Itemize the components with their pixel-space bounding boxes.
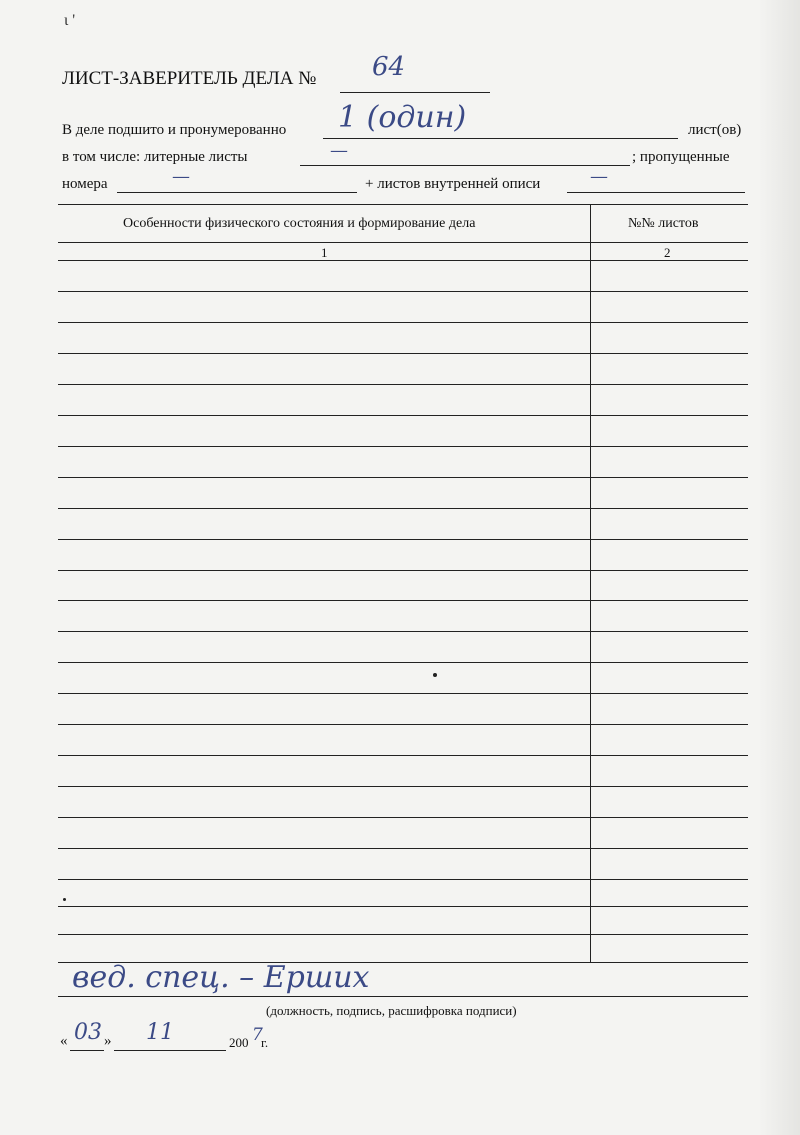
table-row xyxy=(58,693,748,694)
inventory-dash: — xyxy=(590,166,608,187)
signature-caption: (должность, подпись, расшифровка подписи) xyxy=(266,1003,517,1018)
table-row xyxy=(58,817,748,818)
table-row xyxy=(58,539,748,540)
inventory-label: + листов внутренней описи xyxy=(365,176,541,192)
table-row xyxy=(58,508,748,509)
col1-number: 1 xyxy=(321,245,328,260)
pages-count-underline xyxy=(323,138,678,139)
date-day: 03 xyxy=(74,1020,102,1045)
case-number-underline xyxy=(340,92,490,93)
table-row xyxy=(58,631,748,632)
pages-count-label: В деле подшито и пронумерованно xyxy=(62,122,287,138)
scan-edge-shadow xyxy=(758,0,800,1135)
table-row xyxy=(58,755,748,756)
day-underline xyxy=(70,1050,104,1051)
table-row xyxy=(58,848,748,849)
litera-sheets-label: в том числе: литерные листы xyxy=(62,149,248,165)
ink-speck xyxy=(433,673,437,677)
case-number: 64 xyxy=(372,52,406,82)
table-row xyxy=(58,291,748,292)
date-quote-open: « xyxy=(60,1033,68,1049)
table-row xyxy=(58,322,748,323)
numbers-underline xyxy=(117,192,357,193)
table-row xyxy=(58,934,748,935)
col1-header: Особенности физического состояния и формирование дела xyxy=(123,216,476,231)
table-row xyxy=(58,570,748,571)
table-row xyxy=(58,724,748,725)
form-title: ЛИСТ-ЗАВЕРИТЕЛЬ ДЕЛА № xyxy=(62,68,317,89)
skipped-label: ; пропущенные xyxy=(632,149,730,165)
table-row xyxy=(58,906,748,907)
litera-sheets-underline xyxy=(300,165,630,166)
table-row xyxy=(58,384,748,385)
corner-mark: ι ' xyxy=(64,12,76,29)
table-row xyxy=(58,415,748,416)
table-row xyxy=(58,600,748,601)
table-row xyxy=(58,662,748,663)
signature-line xyxy=(58,996,748,997)
table-row xyxy=(58,353,748,354)
numbers-label: номера xyxy=(62,176,108,192)
inventory-underline xyxy=(567,192,745,193)
col2-number: 2 xyxy=(664,245,671,260)
litera-sheets-dash: — xyxy=(330,140,348,161)
table-row xyxy=(58,786,748,787)
date-year-prefix: 200 xyxy=(229,1035,249,1050)
date-year-suffix: г. xyxy=(261,1035,269,1050)
table-top-border xyxy=(58,204,748,205)
date-quote-close: » xyxy=(104,1033,112,1049)
table-row xyxy=(58,260,748,261)
signature-handwritten: вед. спец. – Ерших xyxy=(72,960,370,995)
numbers-dash: — xyxy=(172,166,190,187)
table-row xyxy=(58,879,748,880)
date-month: 11 xyxy=(146,1020,174,1045)
table-row xyxy=(58,477,748,478)
ink-speck xyxy=(63,898,66,901)
table-header-border xyxy=(58,242,748,243)
pages-suffix: лист(ов) xyxy=(688,122,742,138)
col2-header: №№ листов xyxy=(628,216,699,231)
date-year-digit: 7 xyxy=(252,1025,263,1045)
table-row xyxy=(58,446,748,447)
pages-count-handwritten: 1 (один) xyxy=(338,100,467,135)
month-underline xyxy=(114,1050,226,1051)
